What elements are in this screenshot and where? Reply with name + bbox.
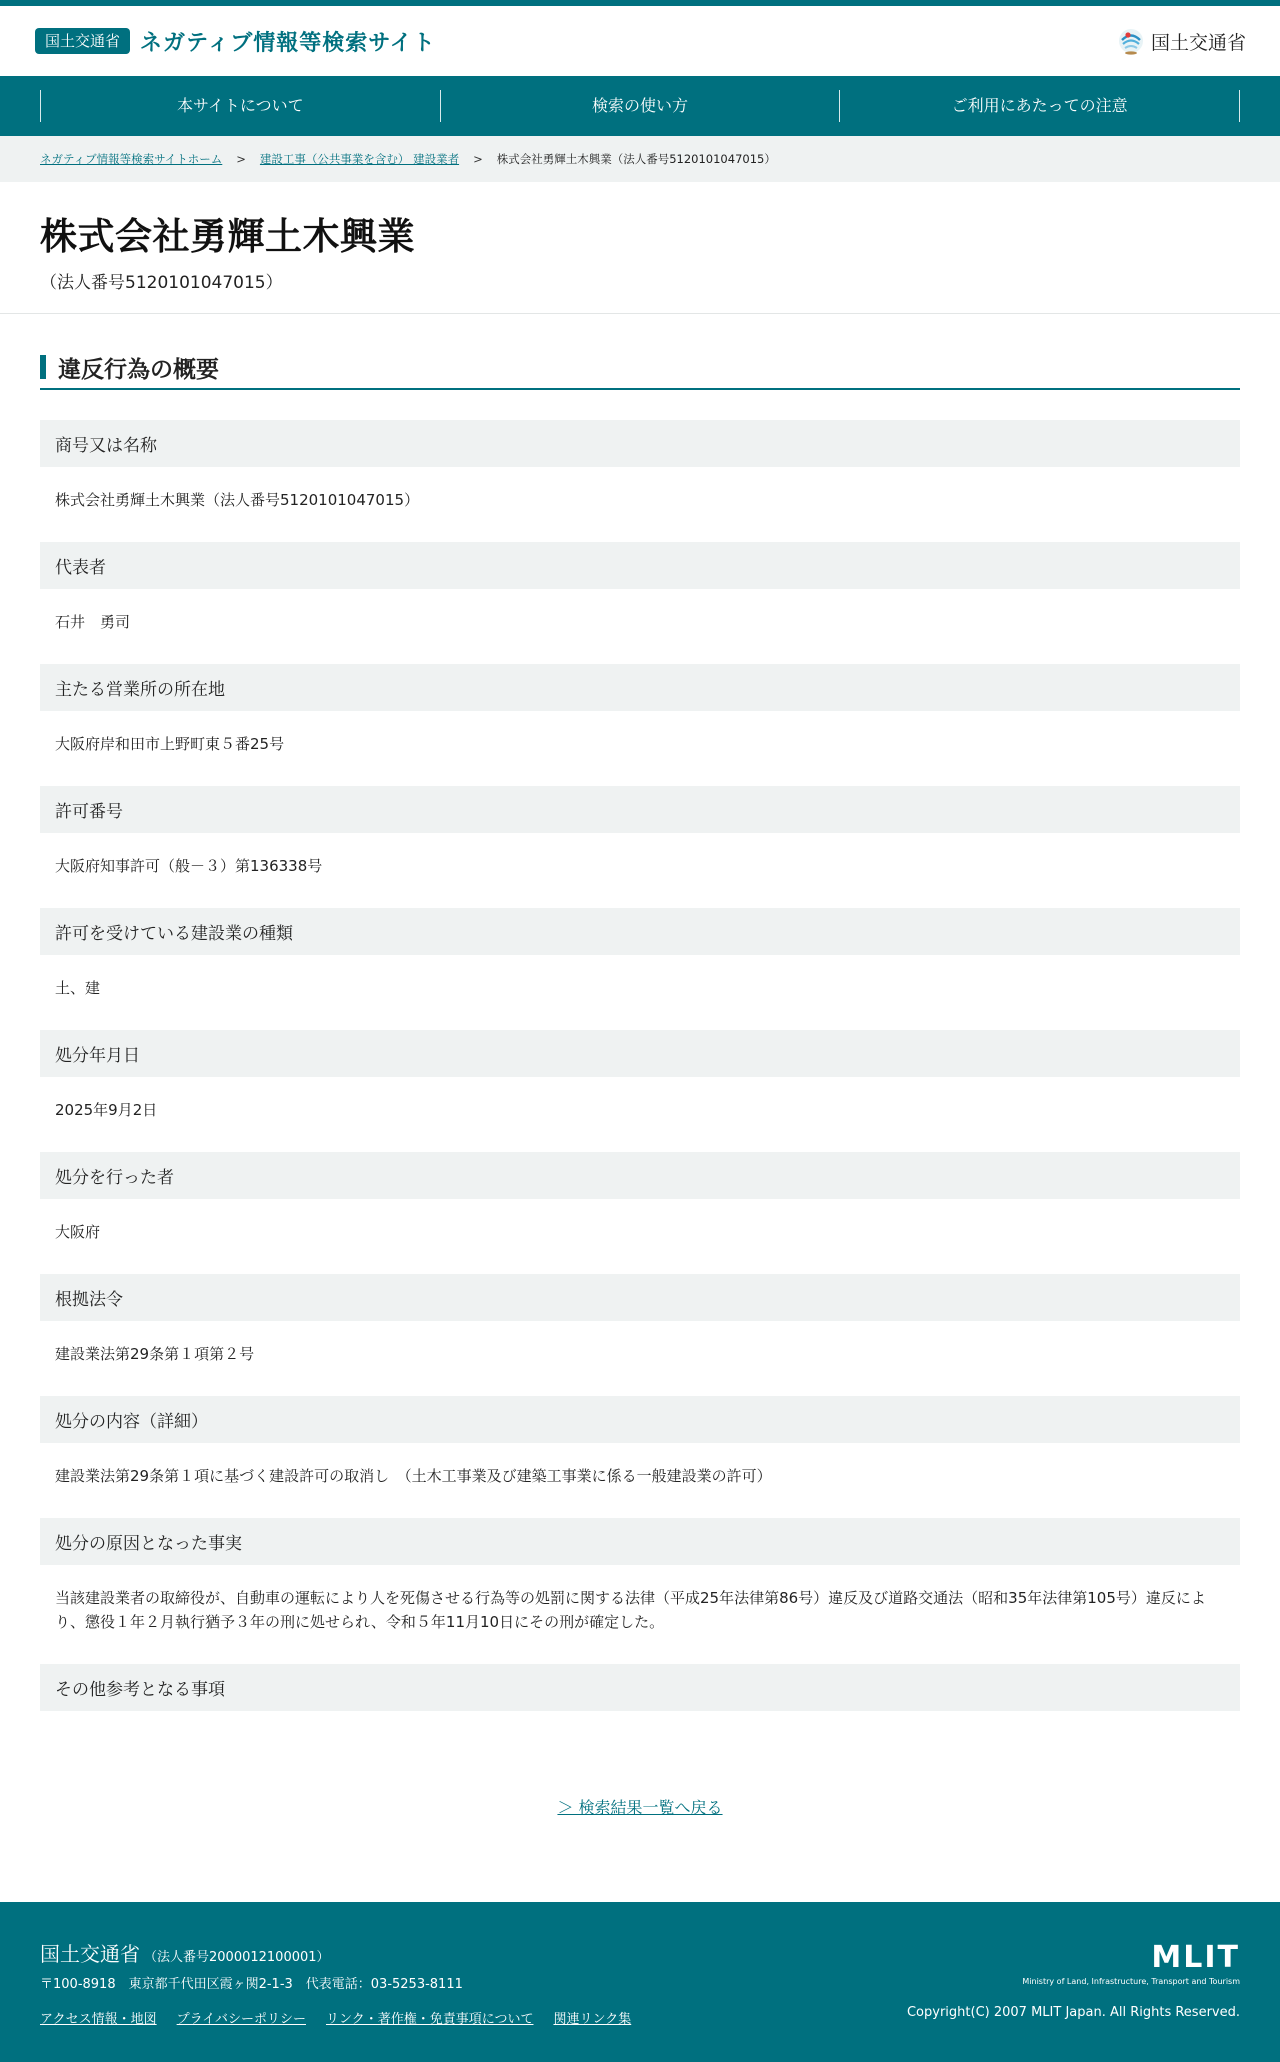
field-disposing-authority (40, 1152, 1240, 1256)
footer-mlit-logo[interactable] (1022, 1940, 1240, 1986)
field-value: 建設業法第29条第１項に基づく建設許可の取消し （土木工事業及び建築工事業に係る一般建設業の許可） (55, 1467, 772, 1485)
footer-mlit-tagline: Ministry of Land, Infrastructure, Transport and Tourism (1022, 1977, 1240, 1986)
field-office-address (40, 664, 1240, 768)
footer-mlit-wordmark: MLIT (1151, 1940, 1240, 1975)
field-label: 処分を行った者 (40, 1152, 1240, 1199)
corporate-number: （法人番号5120101047015） (40, 273, 283, 293)
field-legal-basis (40, 1274, 1240, 1378)
footer-address: 〒100-8918 東京都千代田区霞ヶ関2-1-3 代表電話：03-5253-8111 (40, 1977, 463, 1992)
field-disposition-date (40, 1030, 1240, 1134)
breadcrumb-category-link[interactable]: 建設工事（公共事業を含む） 建設業者 (259, 152, 460, 166)
breadcrumb (0, 136, 1280, 182)
footer-link-related[interactable]: 関連リンク集 (553, 2012, 632, 2027)
section-heading (40, 350, 1240, 390)
field-label: 処分年月日 (40, 1030, 1240, 1077)
field-value: 大阪府 (55, 1223, 101, 1241)
page-title: 株式会社勇輝土木興業 (40, 215, 415, 258)
ministry-badge: 国土交通省 (35, 28, 130, 55)
back-link-container (40, 1795, 1240, 1818)
nav-item-about[interactable]: 本サイトについて (40, 90, 440, 122)
field-value: 当該建設業者の取締役が、自動車の運転により人を死傷させる行為等の処罰に関する法律（平成25年法律第86号）違反及び道路交通法（昭和35年法律第105号）違反により、懲役１年２月執行猶予３年の刑に処せられ、令和５年11月10日にその刑が確定した。 (55, 1589, 1206, 1631)
footer-link-access[interactable]: アクセス情報・地図 (40, 2012, 157, 2027)
mlit-logo[interactable] (1117, 27, 1246, 55)
nav-item-usage-notes[interactable]: ご利用にあたっての注意 (839, 90, 1240, 122)
site-header (0, 6, 1280, 76)
footer-org-number: （法人番号2000012100001） (144, 1950, 330, 1965)
field-label: その他参考となる事項 (40, 1664, 1240, 1711)
field-label: 主たる営業所の所在地 (40, 664, 1240, 711)
field-label: 代表者 (40, 542, 1240, 589)
heading-accent-bar (40, 355, 46, 379)
site-title: ネガティブ情報等検索サイト (140, 30, 436, 56)
mlit-emblem-icon (1117, 27, 1145, 55)
nav-item-how-to-search[interactable]: 検索の使い方 (440, 90, 840, 122)
field-value: 大阪府岸和田市上野町東５番25号 (55, 735, 285, 753)
field-value: 株式会社勇輝土木興業（法人番号5120101047015） (55, 491, 420, 509)
field-label: 許可番号 (40, 786, 1240, 833)
field-value: 2025年9月2日 (55, 1101, 158, 1119)
breadcrumb-separator: > (236, 152, 246, 166)
field-value: 土、建 (55, 979, 101, 997)
field-other-notes (40, 1664, 1240, 1711)
footer-link-copyright[interactable]: リンク・著作権・免責事項について (325, 2012, 534, 2027)
field-value: 大阪府知事許可（般－３）第136338号 (55, 857, 323, 875)
field-label: 商号又は名称 (40, 420, 1240, 467)
site-footer (0, 1902, 1280, 2062)
back-to-results-link[interactable]: ＞ 検索結果一覧へ戻る (557, 1798, 723, 1817)
field-cause-facts (40, 1518, 1240, 1646)
field-disposition-details (40, 1396, 1240, 1500)
field-license-number (40, 786, 1240, 890)
field-label: 処分の原因となった事実 (40, 1518, 1240, 1565)
copyright-text: Copyright(C) 2007 MLIT Japan. All Rights Reserved. (906, 2005, 1240, 2020)
page-header (0, 182, 1280, 314)
section-heading-text: 違反行為の概要 (58, 356, 219, 383)
footer-link-privacy[interactable]: プライバシーポリシー (176, 2012, 306, 2027)
field-label: 処分の内容（詳細） (40, 1396, 1240, 1443)
main-content (0, 314, 1280, 1818)
field-license-types (40, 908, 1240, 1012)
breadcrumb-current: 株式会社勇輝土木興業（法人番号5120101047015） (496, 152, 776, 166)
breadcrumb-home-link[interactable]: ネガティブ情報等検索サイトホーム (40, 152, 223, 166)
field-representative (40, 542, 1240, 646)
field-value: 石井 勇司 (55, 613, 131, 631)
site-brand[interactable] (35, 26, 436, 57)
field-label: 根拠法令 (40, 1274, 1240, 1321)
footer-org-name: 国土交通省 (40, 1942, 140, 1966)
breadcrumb-separator: > (473, 152, 483, 166)
global-nav (0, 76, 1280, 136)
field-trade-name (40, 420, 1240, 524)
field-value: 建設業法第29条第１項第２号 (55, 1345, 255, 1363)
mlit-logo-text: 国土交通省 (1150, 31, 1246, 54)
field-label: 許可を受けている建設業の種類 (40, 908, 1240, 955)
